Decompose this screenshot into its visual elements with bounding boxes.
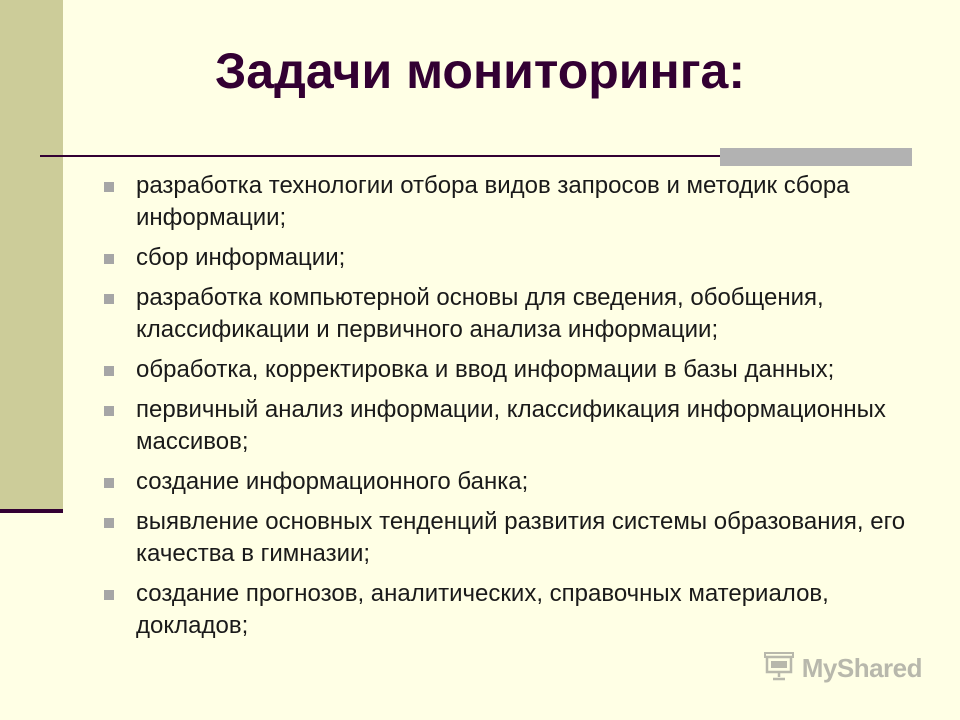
bullet-text: сбор информации;	[136, 244, 346, 271]
bullet-text: первичный анализ информации, классификация информационных массивов;	[136, 396, 886, 455]
square-bullet-icon	[104, 478, 114, 488]
square-bullet-icon	[104, 182, 114, 192]
square-bullet-icon	[104, 366, 114, 376]
bullet-item	[100, 170, 930, 234]
bullet-item	[100, 578, 930, 642]
bullet-text: выявление основных тенденций развития системы образования, его качества в гимназии;	[136, 508, 906, 567]
bullet-item	[100, 466, 930, 498]
square-bullet-icon	[104, 590, 114, 600]
bullet-list	[100, 170, 930, 650]
watermark-text: MyShared	[801, 653, 922, 683]
watermark	[762, 651, 922, 686]
bullet-text: разработка компьютерной основы для сведения, обобщения, классификации и первичного анализа информации;	[136, 284, 824, 343]
projector-screen-icon	[762, 651, 796, 686]
bullet-item	[100, 242, 930, 274]
bullet-item	[100, 354, 930, 386]
bullet-text: создание информационного банка;	[136, 468, 529, 495]
bullet-item	[100, 506, 930, 570]
bullet-item	[100, 394, 930, 458]
bullet-text: разработка технологии отбора видов запросов и методик сбора информации;	[136, 172, 850, 231]
square-bullet-icon	[104, 294, 114, 304]
title-divider-accent	[720, 148, 912, 166]
slide-title: Задачи мониторинга:	[214, 43, 746, 99]
bullet-item	[100, 282, 930, 346]
square-bullet-icon	[104, 406, 114, 416]
title-divider	[40, 155, 720, 157]
square-bullet-icon	[104, 254, 114, 264]
side-rule	[0, 509, 63, 513]
square-bullet-icon	[104, 518, 114, 528]
bullet-text: создание прогнозов, аналитических, справочных материалов, докладов;	[136, 580, 829, 639]
bullet-text: обработка, корректировка и ввод информации в базы данных;	[136, 356, 835, 383]
